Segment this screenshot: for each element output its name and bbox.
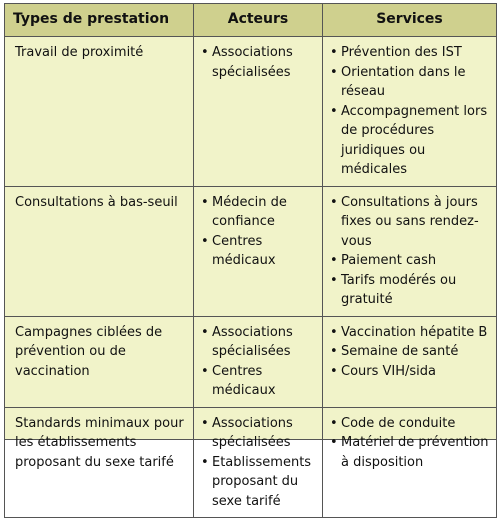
acteurs-list (201, 323, 318, 401)
list-item: • Code de conduite (330, 414, 490, 434)
list-item: • Médecin de confiance (201, 193, 318, 232)
services-table (4, 3, 497, 518)
list-item: • Centres médicaux (201, 362, 318, 401)
acteurs-cell (194, 316, 323, 407)
acteurs-cell (194, 186, 323, 316)
list-item: • Semaine de santé (330, 342, 490, 362)
list-item: • Paiement cash (330, 251, 490, 271)
services-cell (323, 186, 497, 316)
list-item: • Cours VIH/sida (330, 362, 490, 382)
table-header-row (5, 4, 497, 37)
list-item: • Orientation dans le réseau (330, 63, 490, 102)
table-row (5, 186, 497, 316)
prestation-type-cell: Standards minimaux pour les établissements proposant du sexe tarifé (5, 407, 194, 518)
services-cell (323, 37, 497, 187)
services-list (330, 414, 490, 473)
list-item: • Matériel de prévention à disposition (330, 433, 490, 472)
acteurs-list (201, 414, 318, 512)
header-acteurs: Acteurs (194, 4, 323, 37)
list-item: • Vaccination hépatite B (330, 323, 490, 343)
table-row (5, 37, 497, 187)
acteurs-list (201, 193, 318, 271)
table-row (5, 316, 497, 407)
services-cell (323, 407, 497, 518)
header-services: Services (323, 4, 497, 37)
services-list (330, 193, 490, 310)
acteurs-cell (194, 37, 323, 187)
services-cell (323, 316, 497, 407)
list-item: • Accompagnement lors de procédures juridiques ou médicales (330, 102, 490, 180)
acteurs-cell (194, 407, 323, 518)
acteurs-list (201, 43, 318, 82)
services-list (330, 43, 490, 180)
list-item: • Etablissements proposant du sexe tarifé (201, 453, 318, 512)
list-item: • Associations spécialisées (201, 43, 318, 82)
prestation-type-cell: Travail de proximité (5, 37, 194, 187)
list-item: • Centres médicaux (201, 232, 318, 271)
list-item: • Prévention des IST (330, 43, 490, 63)
services-list (330, 323, 490, 382)
list-item: • Associations spécialisées (201, 414, 318, 453)
prestation-type-cell: Consultations à bas-seuil (5, 186, 194, 316)
prestation-type-cell: Campagnes ciblées de prévention ou de vaccination (5, 316, 194, 407)
header-types-de-prestation: Types de prestation (5, 4, 194, 37)
table-row (5, 407, 497, 518)
list-item: • Consultations à jours fixes ou sans rendez-vous (330, 193, 490, 252)
list-item: • Associations spécialisées (201, 323, 318, 362)
list-item: • Tarifs modérés ou gratuité (330, 271, 490, 310)
